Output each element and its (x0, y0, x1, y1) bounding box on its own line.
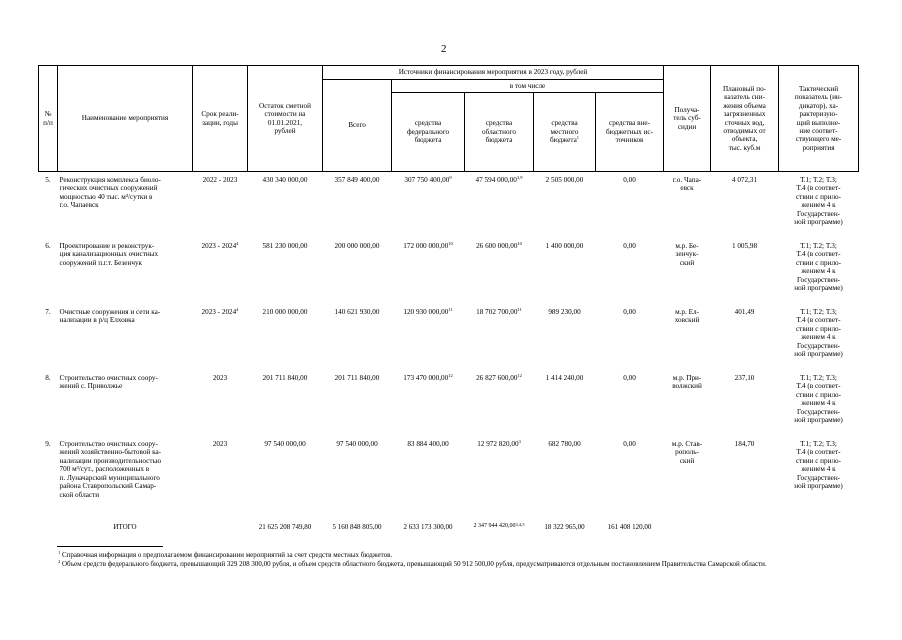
totals-federal: 2 633 173 300,00 (403, 522, 453, 531)
footnote-mark: 3,9 (516, 175, 523, 180)
row-extra: 0,00 (623, 308, 636, 316)
totals-planned (711, 520, 779, 534)
row-total: 201 711 840,00 (334, 374, 380, 382)
row-remaining: 581 230 000,00 (262, 242, 308, 250)
row-recipient: м.р. Бе- зенчук- ский (675, 242, 699, 267)
table-row (39, 172, 859, 243)
row-regional (465, 440, 534, 520)
table-row (39, 440, 859, 520)
row-term (193, 440, 248, 520)
table-row (39, 242, 859, 308)
totals-label: ИТОГО (113, 522, 137, 531)
row-tactical: Т.1; Т.2; Т.3; Т.4 (в соответ- ствии с прило- жением 4 к Государствен- ной программе) (794, 308, 843, 359)
totals-regional (465, 520, 534, 534)
row-num: 9. (45, 440, 51, 448)
row-term (193, 308, 248, 374)
footnote-divider (57, 546, 163, 547)
row-regional-text: 26 600 000,00 (476, 242, 518, 250)
row-federal-text: 173 470 000,00 (403, 374, 449, 382)
row-federal-text: 120 930 000,00 (403, 308, 449, 316)
totals-total: 5 160 848 805,00 (332, 522, 382, 531)
row-name: Проектирование и реконструк- ция канализационных очистных сооружений п.г.т. Безенчук (59, 242, 159, 267)
row-tactical: Т.1; Т.2; Т.3; Т.4 (в соответ- ствии с прило- жением 4 к Государствен- ной программе) (794, 440, 843, 491)
footnote-2-text: Объем средств федерального бюджета, превышающий 329 208 300,00 рубля, и объем средств областного бюджета, превышающий 50 912 500,00 рубля, предусматриваются отдельным постановлением Правительства Самарской области. (62, 560, 767, 569)
totals-term (193, 520, 248, 534)
table-header (39, 66, 859, 172)
header-extra: средства вне- бюджетных ис- точников (596, 93, 664, 172)
totals-remaining: 21 625 208 749,80 (258, 522, 312, 531)
row-remaining: 430 340 000,00 (262, 176, 308, 184)
footnote-1 (44, 551, 856, 560)
row-extra: 0,00 (623, 242, 636, 250)
row-num: 5. (45, 176, 51, 184)
footnote-mark: 10 (448, 241, 453, 246)
header-including: в том числе (392, 80, 664, 93)
row-federal (392, 374, 465, 440)
footnote-mark: 2 (58, 559, 61, 565)
footnote-mark: 12 (448, 373, 453, 378)
footnote-mark: 1 (576, 135, 580, 141)
row-federal-text: 83 884 400,00 (407, 440, 449, 448)
header-tactical: Тактический показатель (ин- дикатор), ха- рактеризую- щий выполне- ние соответ- ствующего ме- роприятия (779, 66, 859, 172)
row-regional (465, 308, 534, 374)
header-name: Наименование мероприятия (58, 66, 193, 172)
row-regional (465, 172, 534, 243)
header-local (534, 93, 596, 172)
footnote-mark: 10 (517, 241, 522, 246)
table-row (39, 308, 859, 374)
row-num: 8. (45, 374, 51, 382)
row-extra: 0,00 (623, 440, 636, 448)
footnote-1-text: Справочная информация о предполагаемом финансировании мероприятий за счет средств местных бюджетов. (62, 551, 393, 559)
financing-table (38, 65, 859, 534)
table-body (39, 172, 859, 535)
row-federal-text: 307 750 400,00 (404, 176, 450, 184)
row-recipient: м.р. При- волжский (672, 374, 702, 391)
row-recipient: м.р. Ел- ховский (674, 308, 700, 325)
row-federal (392, 308, 465, 374)
row-term (193, 242, 248, 308)
header-recipient: Получа- тель суб- сидии (664, 66, 711, 172)
totals-recipient (664, 520, 711, 534)
row-federal-text: 172 000 000,00 (403, 242, 449, 250)
row-term (193, 374, 248, 440)
row-recipient: м.р. Став- рополь- ский (671, 440, 703, 465)
row-regional (465, 242, 534, 308)
totals-regional-text: 2 347 944 420,00 (473, 523, 516, 530)
row-local: 989 230,00 (548, 308, 581, 316)
row-tactical: Т.1; Т.2; Т.3; Т.4 (в соответ- ствии с прило- жением 4 к Государствен- ной программе) (794, 242, 843, 293)
row-local: 682 780,00 (548, 440, 581, 448)
footnote-mark: 12 (517, 373, 522, 378)
row-total: 357 849 400,00 (334, 176, 380, 184)
row-planned: 401,49 (734, 308, 755, 316)
row-regional-text: 26 827 600,00 (476, 374, 518, 382)
row-recipient: г.о. Чапа- евск (672, 176, 702, 193)
row-federal (392, 172, 465, 243)
footnote-mark: 4 (236, 241, 239, 246)
header-federal: средства федерального бюджета (392, 93, 465, 172)
row-extra: 0,00 (623, 176, 636, 184)
row-term-text: 2023 - 2024 (201, 242, 237, 250)
row-remaining: 97 540 000,00 (264, 440, 306, 448)
row-federal (392, 242, 465, 308)
row-tactical: Т.1; Т.2; Т.3; Т.4 (в соответ- ствии с прило- жением 4 к Государствен- ной программе) (794, 374, 843, 425)
row-term-text: 2023 (212, 374, 228, 382)
row-local: 1 414 240,00 (545, 374, 584, 382)
footnotes (44, 551, 856, 570)
footnote-mark: 9 (449, 175, 452, 180)
row-planned: 1 005,98 (731, 242, 758, 250)
row-total: 140 621 930,00 (334, 308, 380, 316)
row-planned: 237,10 (734, 374, 755, 382)
row-num: 7. (45, 308, 51, 316)
header-planned: Плановый по- казатель сни- жения объема загрязненных сточных вод, отводимых от объекта, тыс. куб.м (711, 66, 779, 172)
row-planned: 4 072,31 (731, 176, 758, 184)
row-term (193, 172, 248, 243)
row-regional-text: 12 972 820,00 (477, 440, 519, 448)
row-name: Реконструкция комплекса биоло- гических очистных сооружений мощностью 40 тыс. м³/сутки в г.о. Чапаевск (59, 176, 161, 210)
footnote-mark: 4 (236, 307, 239, 312)
row-total: 200 000 000,00 (334, 242, 380, 250)
header-num: № п/п (39, 66, 58, 172)
row-total: 97 540 000,00 (336, 440, 378, 448)
footnote-2 (44, 560, 856, 569)
header-local-text: средства местного бюджета (549, 119, 579, 145)
row-name: Строительство очистных соору- жений хозяйственно-бытовой ка- нализации производительностью 700 м³/сут., расположенных в п. Луначарский муниципального района Ставропольский Самар- ской области (59, 440, 162, 499)
row-remaining: 201 711 840,00 (262, 374, 308, 382)
footnote-mark: 3 (518, 439, 521, 444)
row-planned: 184,70 (734, 440, 755, 448)
page-number: 2 (441, 43, 447, 55)
footnote-mark: 11 (517, 307, 522, 312)
header-sources: Источники финансирования мероприятия в 2023 году, рублей (323, 66, 664, 80)
row-local: 2 505 000,00 (545, 176, 584, 184)
footnote-mark: 3,4,5 (515, 522, 525, 528)
row-term-text: 2023 (212, 440, 228, 448)
row-num: 6. (45, 242, 51, 250)
footnote-mark: 11 (448, 307, 453, 312)
row-regional (465, 374, 534, 440)
header-term: Срок реали- зации, годы (193, 66, 248, 172)
row-local: 1 400 000,00 (545, 242, 584, 250)
totals-local: 18 322 965,00 (544, 522, 585, 531)
totals-row (39, 520, 859, 534)
row-remaining: 210 000 000,00 (262, 308, 308, 316)
row-extra: 0,00 (623, 374, 636, 382)
row-term-text: 2022 - 2023 (202, 176, 238, 184)
row-name: Очистные сооружения и сети ка- нализации в р/ц Елховка (59, 308, 161, 325)
totals-num (39, 520, 58, 534)
row-tactical: Т.1; Т.2; Т.3; Т.4 (в соответ- ствии с прило- жением 4 к Государствен- ной программе) (794, 176, 843, 227)
row-regional-text: 47 594 000,00 (475, 176, 517, 184)
header-total: Всего (323, 80, 392, 172)
row-term-text: 2023 - 2024 (201, 308, 237, 316)
header-remaining: Остаток сметной стоимости на 01.01.2021, рублей (248, 66, 323, 172)
row-name: Строительство очистных соору- жений с. Приволжье (59, 374, 158, 391)
header-regional: средства областного бюджета (465, 93, 534, 172)
table-row (39, 374, 859, 440)
footnote-mark: 1 (58, 550, 61, 555)
row-regional-text: 18 702 700,00 (476, 308, 518, 316)
totals-extra: 161 408 120,00 (607, 522, 652, 531)
totals-tactical (779, 520, 859, 534)
row-federal (392, 440, 465, 520)
